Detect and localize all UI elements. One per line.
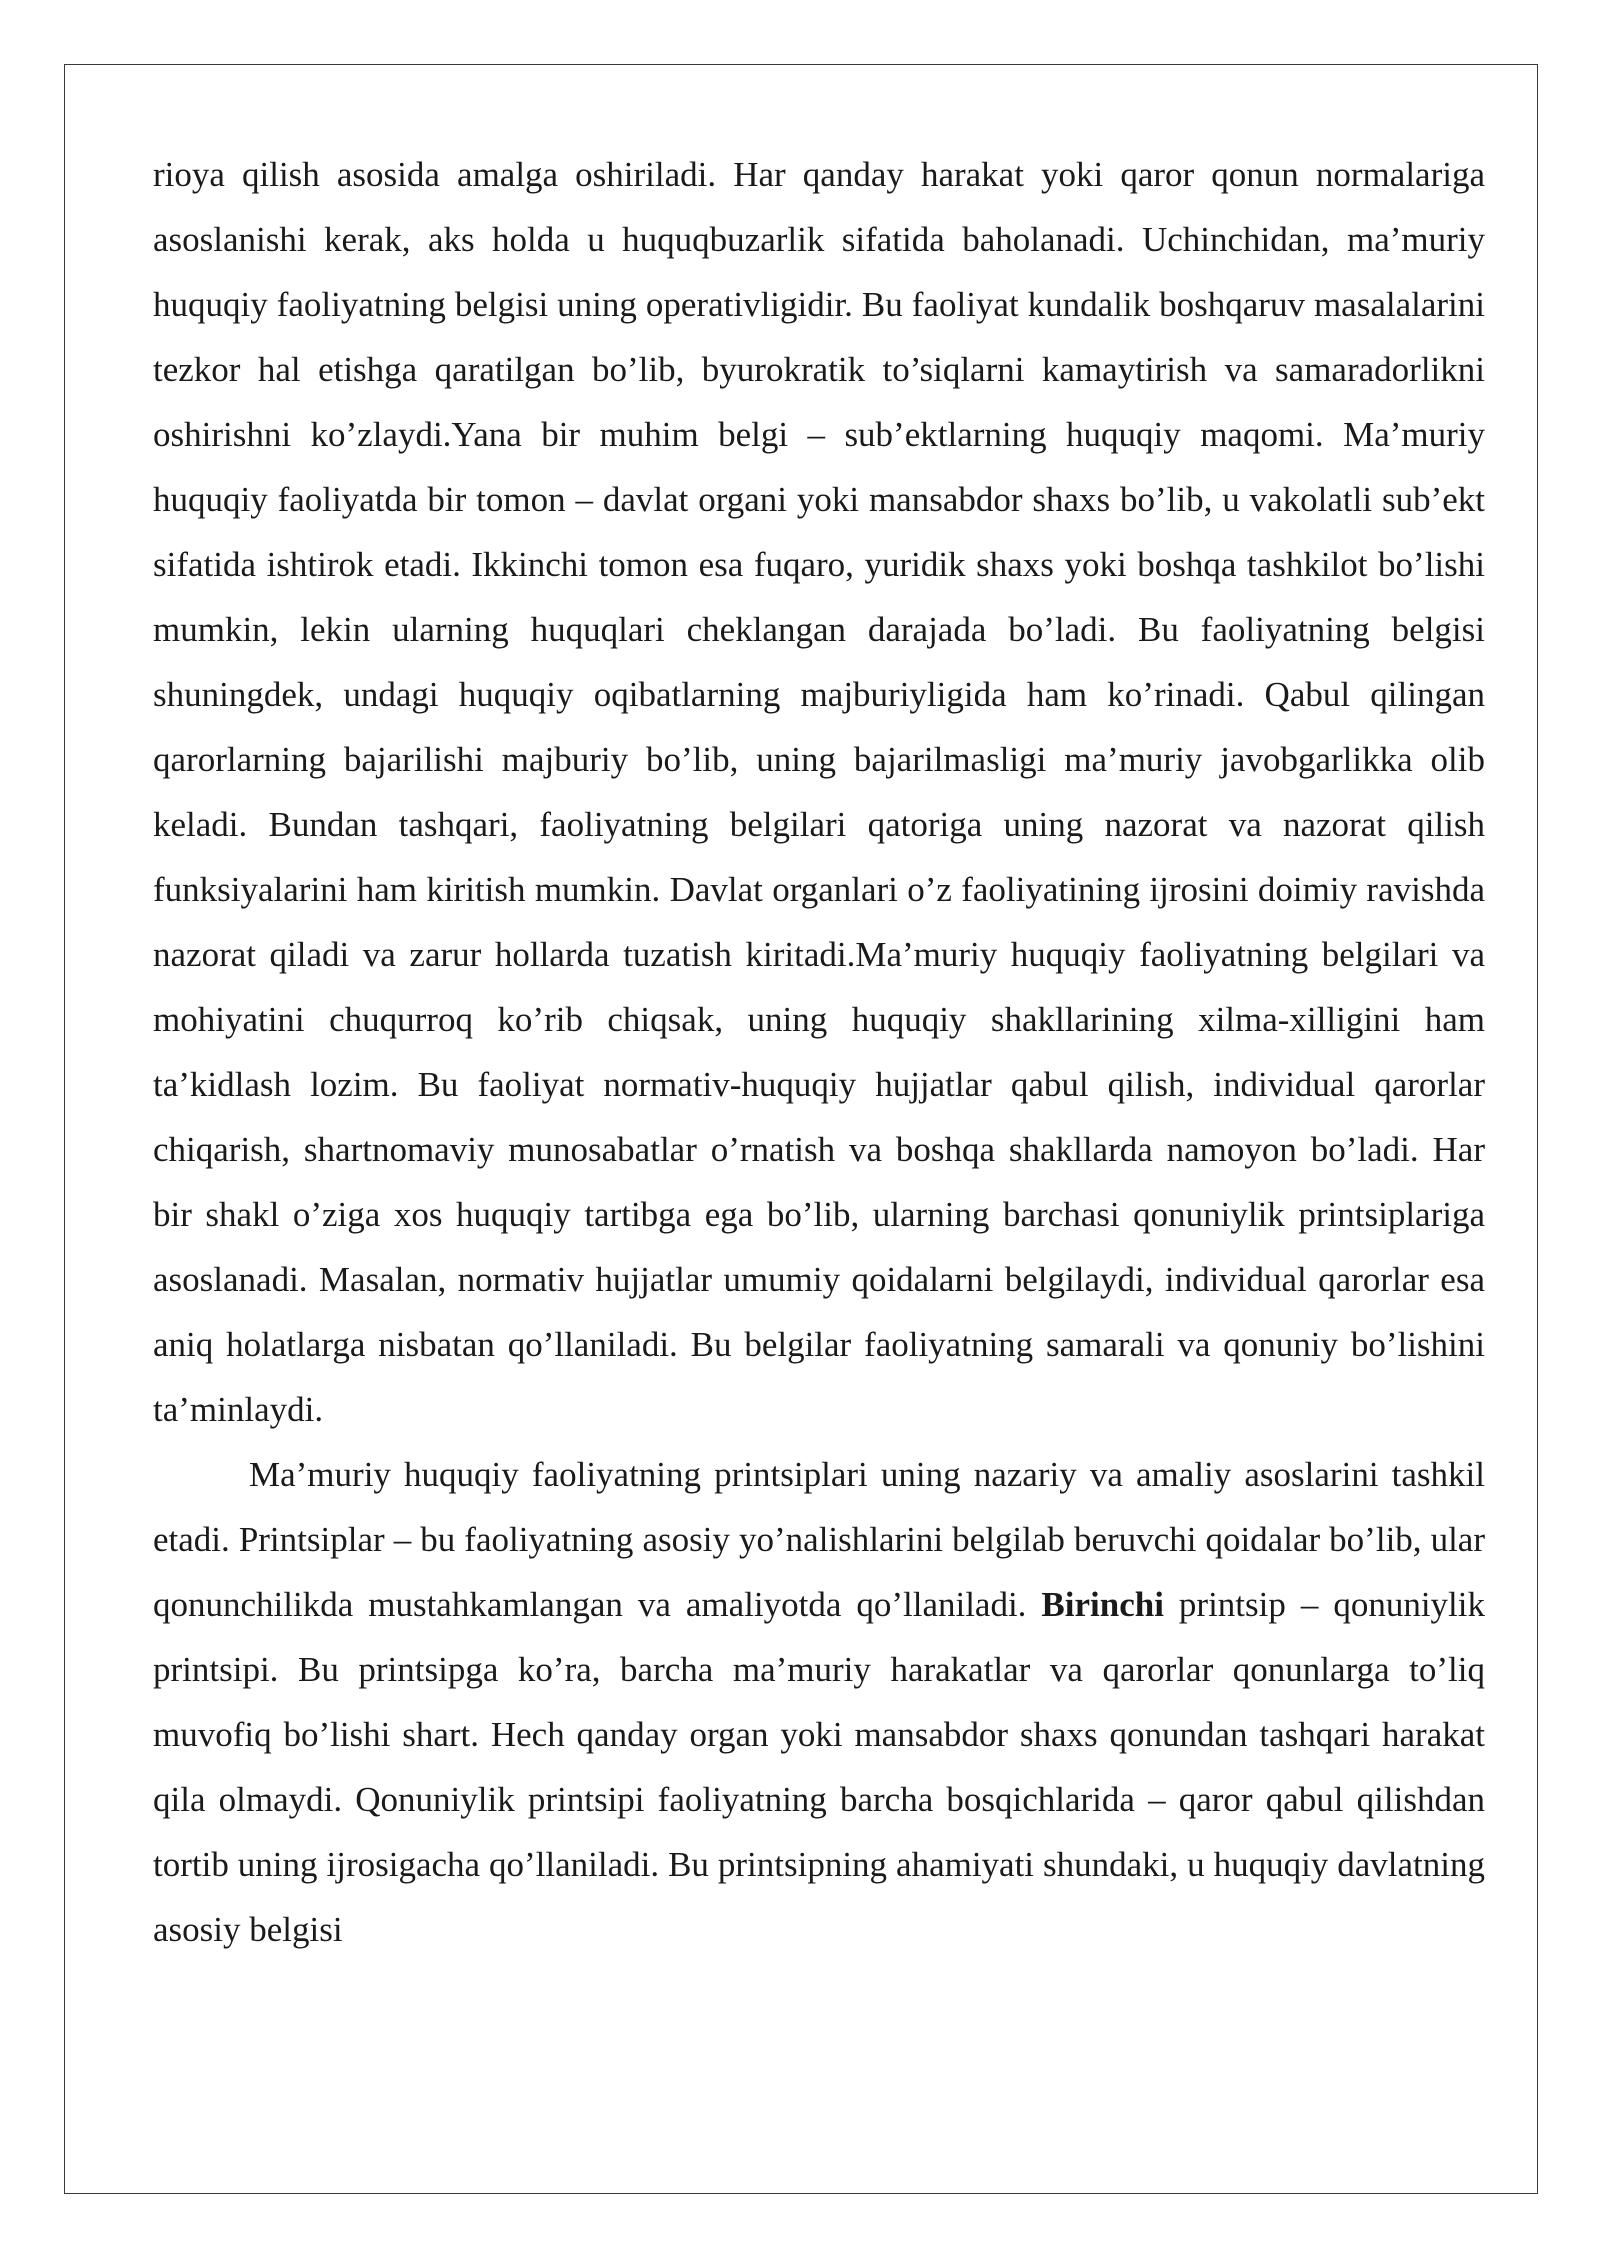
document-body <box>153 142 1485 1962</box>
paragraph-2-intro: Ma’muriy huquqiy faoliyatning printsiplari uning nazariy va amaliy asoslarini tashkil etadi. Printsiplar – bu faoliyatning asosiy yo’nalishlarini belgilab beruvchi qoidalar bo’lib, ular qonunchilikda mustahkamlangan va amaliyotda qo’llaniladi. <box>153 1455 1485 1624</box>
paragraph-2 <box>153 1442 1485 1962</box>
paragraph-1: rioya qilish asosida amalga oshiriladi. Har qanday harakat yoki qaror qonun normalariga asoslanishi kerak, aks holda u huquqbuzarlik sifatida baholanadi. Uchinchidan, ma’muriy huquqiy faoliyatning belgisi uning operativligidir. Bu faoliyat kundalik boshqaruv masalalarini tezkor hal etishga qaratilgan bo’lib, byurokratik to’siqlarni kamaytirish va samaradorlikni oshirishni ko’zlaydi.Yana bir muhim belgi – sub’ektlarning huquqiy maqomi. Ma’muriy huquqiy faoliyatda bir tomon – davlat organi yoki mansabdor shaxs bo’lib, u vakolatli sub’ekt sifatida ishtirok etadi. Ikkinchi tomon esa fuqaro, yuridik shaxs yoki boshqa tashkilot bo’lishi mumkin, lekin ularning huquqlari cheklangan darajada bo’ladi. Bu faoliyatning belgisi shuningdek, undagi huquqiy oqibatlarning majburiyligida ham ko’rinadi. Qabul qilingan qarorlarning bajarilishi majburiy bo’lib, uning bajarilmasligi ma’muriy javobgarlikka olib keladi. Bundan tashqari, faoliyatning belgilari qatoriga uning nazorat va nazorat qilish funksiyalarini ham kiritish mumkin. Davlat organlari o’z faoliyatining ijrosini doimiy ravishda nazorat qiladi va zarur hollarda tuzatish kiritadi.Ma’muriy huquqiy faoliyatning belgilari va mohiyatini chuqurroq ko’rib chiqsak, uning huquqiy shakllarining xilma-xilligini ham ta’kidlash lozim. Bu faoliyat normativ-huquqiy hujjatlar qabul qilish, individual qarorlar chiqarish, shartnomaviy munosabatlar o’rnatish va boshqa shakllarda namoyon bo’ladi. Har bir shakl o’ziga xos huquqiy tartibga ega bo’lib, ularning barchasi qonuniylik printsiplariga asoslanadi. Masalan, normativ hujjatlar umumiy qoidalarni belgilaydi, individual qarorlar esa aniq holatlarga nisbatan qo’llaniladi. Bu belgilar faoliyatning samarali va qonuniy bo’lishini ta’minlaydi. <box>153 155 1485 1429</box>
paragraph-2-rest: printsip – qonuniylik printsipi. Bu printsipga ko’ra, barcha ma’muriy harakatlar va qarorlar qonunlarga to’liq muvofiq bo’lishi shart. Hech qanday organ yoki mansabdor shaxs qonundan tashqari harakat qila olmaydi. Qonuniylik printsipi faoliyatning barcha bosqichlarida – qaror qabul qilishdan tortib uning ijrosigacha qo’llaniladi. Bu printsipning ahamiyati shundaki, u huquqiy davlatning asosiy belgisi <box>153 1585 1486 1949</box>
paragraph-2-bold-word: Birinchi <box>1041 1585 1164 1624</box>
